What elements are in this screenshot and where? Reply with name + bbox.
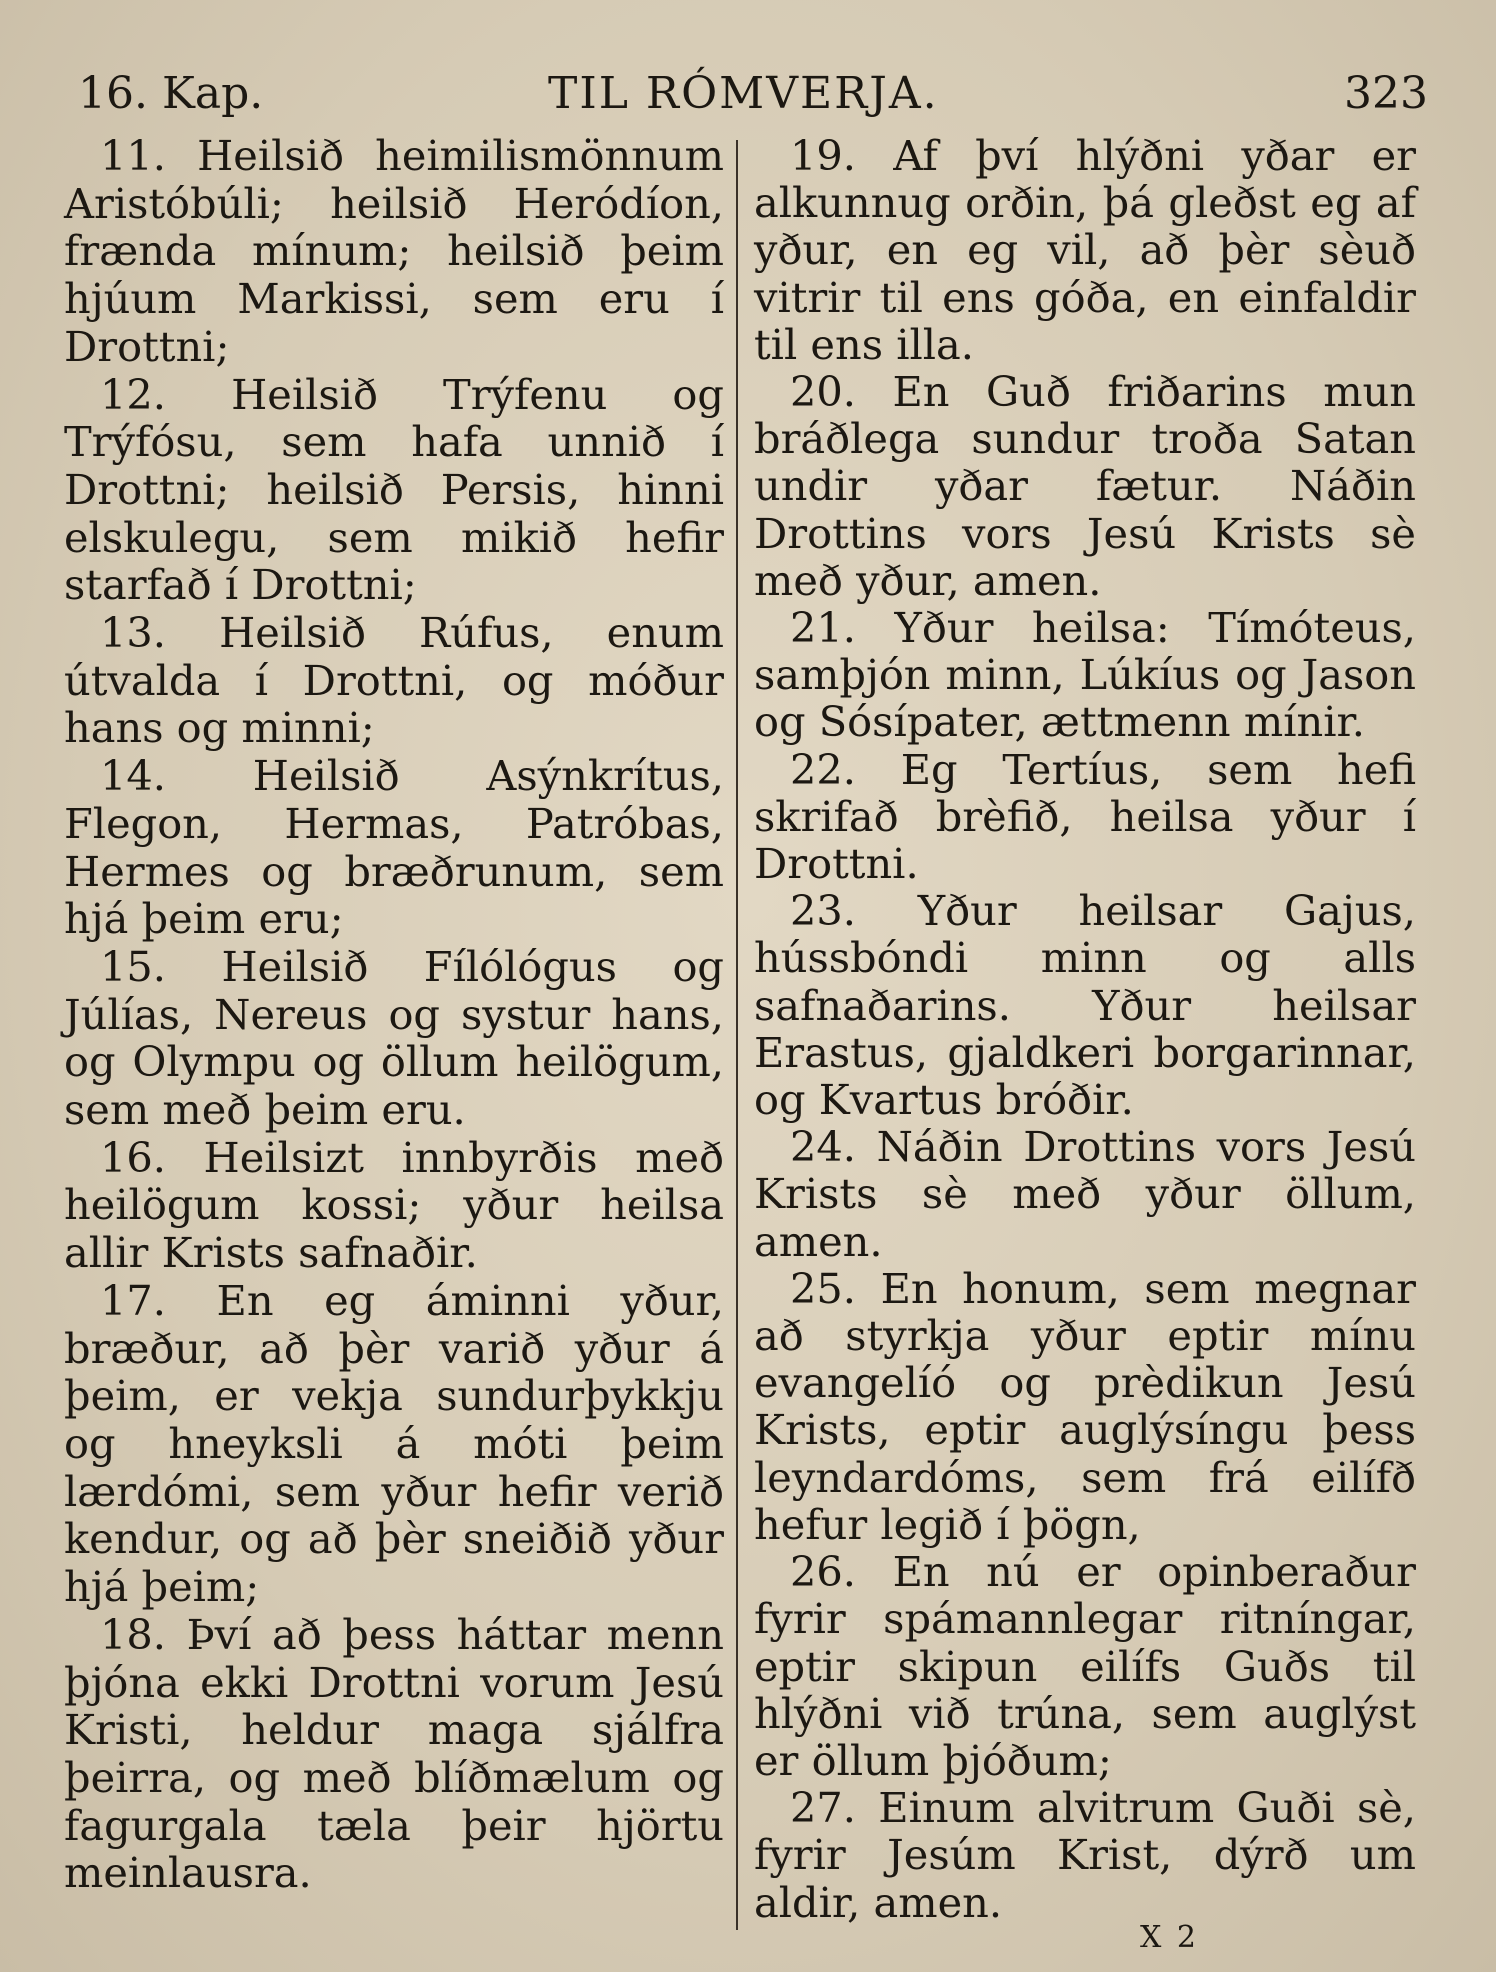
page-number: 323	[1344, 68, 1428, 119]
verse-18: 18. Því að þess háttar menn þjóna ekki Drottni vorum Jesú Kristi, heldur maga sjálfra þeirra, og með blíðmælum og fagurgala tæla þeir hjörtu meinlausra.	[64, 1609, 724, 1898]
verse-15: 15. Heilsið Fílólógus og Júlías, Nereus og systur hans, og Olympu og öllum heilögum, sem með þeim eru.	[64, 941, 724, 1135]
verse-14: 14. Heilsið Asýnkrítus, Flegon, Hermas, Patróbas, Hermes og bræðrunum, sem hjá þeim eru;	[64, 751, 724, 944]
running-header	[78, 68, 1428, 128]
left-column	[64, 132, 724, 1897]
verse-17: 17. En eg áminni yður, bræður, að þèr varið yður á þeim, er vekja sundurþykkju og hneyksli á móti þeim lærdómi, sem yður hefir verið kendur, og að þèr sneiðið yður hjá þeim;	[64, 1275, 724, 1612]
verse-20: 20. En Guð friðarins mun bráðlega sundur troða Satan undir yðar fætur. Náðin Drottins vors Jesú Krists sè með yður, amen.	[754, 367, 1416, 605]
verse-12: 12. Heilsið Trýfenu og Trýfósu, sem hafa unnið í Drottni; heilsið Persis, hinni elskulegu, sem mikið hefir starfað í Drottni;	[64, 369, 724, 610]
verse-24: 24. Náðin Drottins vors Jesú Krists sè með yður öllum, amen.	[754, 1122, 1416, 1266]
verse-22: 22. Eg Tertíus, sem hefi skrifað brèfið, heilsa yður í Drottni.	[754, 744, 1416, 889]
book-title: TIL RÓMVERJA.	[548, 68, 939, 119]
verse-25: 25. En honum, sem megnar að styrkja yður eptir mínu evangelíó og prèdikun Jesú Krists, eptir auglýsíngu þess leyndardóms, sem frá eilífð hefur legið í þögn,	[754, 1263, 1416, 1549]
verse-13: 13. Heilsið Rúfus, enum útvalda í Drottni, og móður hans og minni;	[64, 608, 724, 753]
chapter-label: 16. Kap.	[78, 68, 264, 119]
verse-16: 16. Heilsizt innbyrðis með heilögum kossi; yður heilsa allir Krists safnaðir.	[64, 1132, 724, 1278]
right-column	[754, 132, 1416, 1926]
column-divider	[736, 140, 738, 1930]
verse-21: 21. Yður heilsa: Tímóteus, samþjón minn, Lúkíus og Jason og Sósípater, ættmenn mínir.	[754, 603, 1416, 747]
verse-26: 26. En nú er opinberaður fyrir spámannlegar ritníngar, eptir skipun eilífs Guðs til hlýðni við trúna, sem auglýst er öllum þjóðum;	[754, 1547, 1416, 1785]
verse-19: 19. Af því hlýðni yðar er alkunnug orðin, þá gleðst eg af yður, en eg vil, að þèr sèuð vitrir til ens góða, en einfaldir til ens illa.	[754, 131, 1416, 369]
verse-11: 11. Heilsið heimilismönnum Aristóbúli; heilsið Heródíon, frænda mínum; heilsið þeim hjúum Markissi, sem eru í Drottni;	[64, 131, 724, 371]
verse-23: 23. Yður heilsar Gajus, hússbóndi minn og alls safnaðarins. Yður heilsar Erastus, gjaldkeri borgarinnar, og Kvartus bróðir.	[754, 886, 1416, 1125]
verse-27: 27. Einum alvitrum Guði sè, fyrir Jesúm Krist, dýrð um aldir, amen.	[754, 1783, 1416, 1927]
signature-mark: X 2	[1140, 1920, 1199, 1955]
